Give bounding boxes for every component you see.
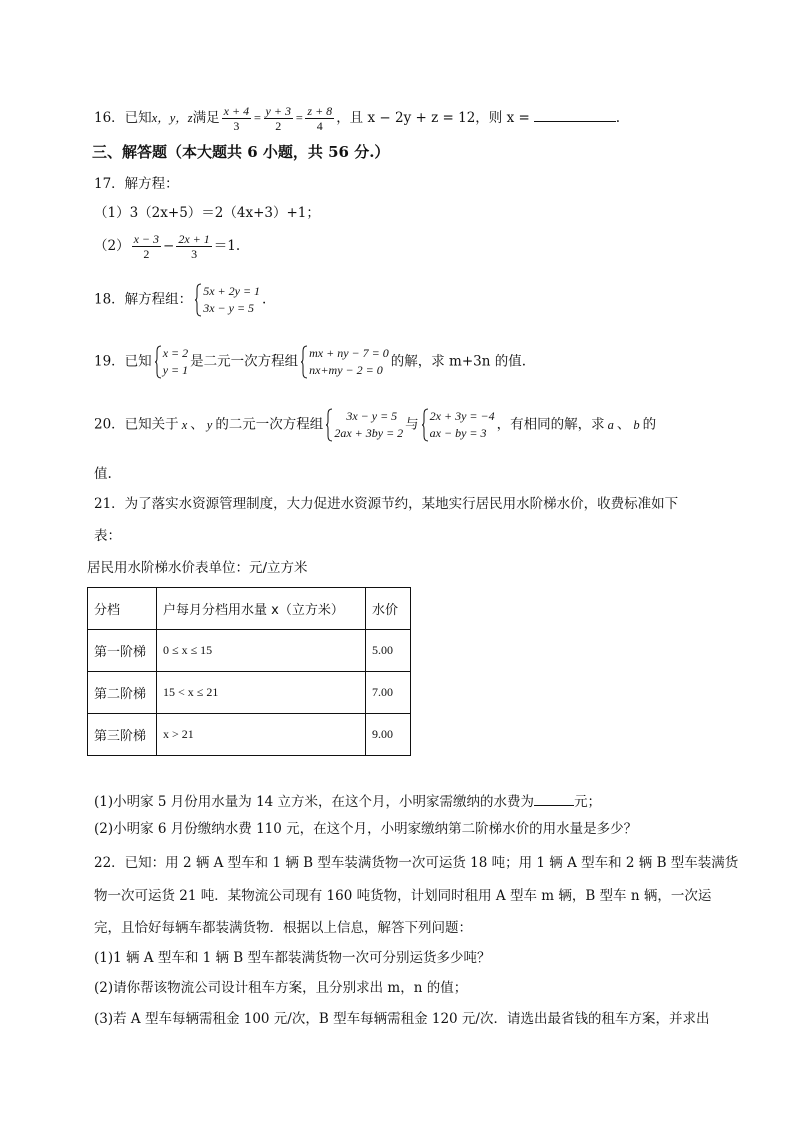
table-header-cell: 水价 [366, 588, 411, 630]
question-21-stem-line-1: 21．为了落实水资源管理制度，大力促进水资源节约，某地实行居民用水阶梯水价，收费标准如下 [94, 496, 679, 512]
q21-answer-blank[interactable] [534, 793, 574, 806]
table-cell: 第二阶梯 [88, 672, 157, 714]
q17-fraction-2: $\frac{2x + 1}{3}$ [178, 232, 210, 261]
question-22-line-3: 完，且恰好每辆车都装满货物．根据以上信息，解答下列问题： [94, 920, 472, 936]
question-22-line-2: 物一次可运货 21 吨．某物流公司现有 160 吨货物，计划同时租用 A 型车 m 辆，B 型车 n 辆，一次运 [94, 888, 712, 904]
question-20: 20．已知关于 x 、 y 的二元一次方程组 3x − y = 5 2ax + 3by = 2 与 2x + 3y = −4 ax − by = 3 ，有相同的解，求 a 、 b 的 [94, 409, 657, 440]
question-20-continuation: 值. [94, 466, 112, 482]
left-brace-icon [300, 345, 308, 379]
table-header-cell: 户每月分档用水量 x（立方米） [157, 588, 366, 630]
q19-equation-system: mx + ny − 7 = 0 nx+my − 2 = 0 [300, 345, 389, 379]
table-row [88, 714, 411, 756]
q18-equation-system: 5x + 2y = 1 3x − y = 5 [194, 283, 260, 317]
table-header-row [88, 588, 411, 630]
left-brace-icon [194, 283, 202, 317]
left-brace-icon [154, 345, 162, 379]
water-price-table [87, 587, 411, 756]
left-brace-icon [421, 408, 429, 442]
q16-answer-blank[interactable] [534, 109, 616, 122]
table-header-cell: 分档 [88, 588, 157, 630]
table-row [88, 630, 411, 672]
table-cell: 7.00 [366, 672, 411, 714]
q16-vars: x，y，z [151, 111, 193, 125]
question-21-stem-line-2: 表： [94, 528, 121, 544]
q17-fraction-1: $\frac{x - 3}{2}$ [133, 232, 160, 261]
q16-condition: ，且 x − 2y + z = 12，则 x = [336, 110, 530, 126]
q16-fraction-2: $\frac{y + 3}{2}$ [265, 104, 291, 133]
q19-solution-system: x = 2 y = 1 [154, 345, 188, 379]
left-brace-icon [325, 408, 333, 442]
q16-fraction-3: $\frac{z + 8}{4}$ [307, 104, 333, 133]
q16-prefix: 16．已知 [94, 110, 152, 126]
table-row [88, 672, 411, 714]
question-16: 16．已知x，y，z满足 $\frac{x + 4}{3}$ = $\frac{y + 3}{2}$ = $\frac{z + 8}{4}$ ，且 x − 2y + z = 12，则 x = . [94, 104, 621, 133]
question-17-stem: 17．解方程： [94, 176, 179, 192]
question-18: 18．解方程组： 5x + 2y = 1 3x − y = 5 . [94, 284, 267, 315]
q20-system-a: 3x − y = 5 2ax + 3by = 2 [325, 408, 403, 442]
question-22-part-1: (1)1 辆 A 型车和 1 辆 B 型车都装满货物一次可分别运货多少吨？ [94, 950, 491, 966]
question-17-part-1: （1）3（2x+5）＝2（4x+3）+1； [94, 205, 320, 221]
question-17-part-2: （2） $\frac{x - 3}{2}$ − $\frac{2x + 1}{3}$ ＝1. [94, 232, 241, 261]
question-21-part-2: (2)小明家 6 月份缴纳水费 110 元，在这个月，小明家缴纳第二阶梯水价的用水量是多少？ [94, 821, 638, 837]
table-cell: 第一阶梯 [88, 630, 157, 672]
table-cell: x > 21 [157, 714, 366, 756]
question-22-part-3: (3)若 A 型车每辆需租金 100 元/次，B 型车每辆需租金 120 元/次．请选出最省钱的租车方案，并求出 [94, 1011, 710, 1027]
table-cell: 第三阶梯 [88, 714, 157, 756]
q20-system-b: 2x + 3y = −4 ax − by = 3 [421, 408, 495, 442]
question-22-line-1: 22．已知：用 2 辆 A 型车和 1 辆 B 型车装满货物一次可运货 18 吨；用 1 辆 A 型车和 2 辆 B 型车装满货 [94, 855, 739, 871]
table-caption: 居民用水阶梯水价表单位：元/立方米 [87, 560, 308, 576]
section-3-heading: 三、解答题（本大题共 6 小题，共 56 分.） [92, 143, 390, 161]
question-22-part-2: (2)请你帮该物流公司设计租车方案，且分别求出 m，n 的值； [94, 980, 468, 996]
q16-fraction-1: $\frac{x + 4}{3}$ [223, 104, 250, 133]
question-21-part-1: (1)小明家 5 月份用水量为 14 立方米，在这个月，小明家需缴纳的水费为 元； [94, 794, 602, 810]
q16-mid: 满足 [192, 110, 220, 126]
table-cell: 0 ≤ x ≤ 15 [157, 630, 366, 672]
question-19: 19．已知 x = 2 y = 1 是二元一次方程组 mx + ny − 7 = 0 nx+my − 2 = 0 的解，求 m+3n 的值. [94, 346, 527, 377]
table-cell: 9.00 [366, 714, 411, 756]
table-cell: 15 < x ≤ 21 [157, 672, 366, 714]
table-cell: 5.00 [366, 630, 411, 672]
